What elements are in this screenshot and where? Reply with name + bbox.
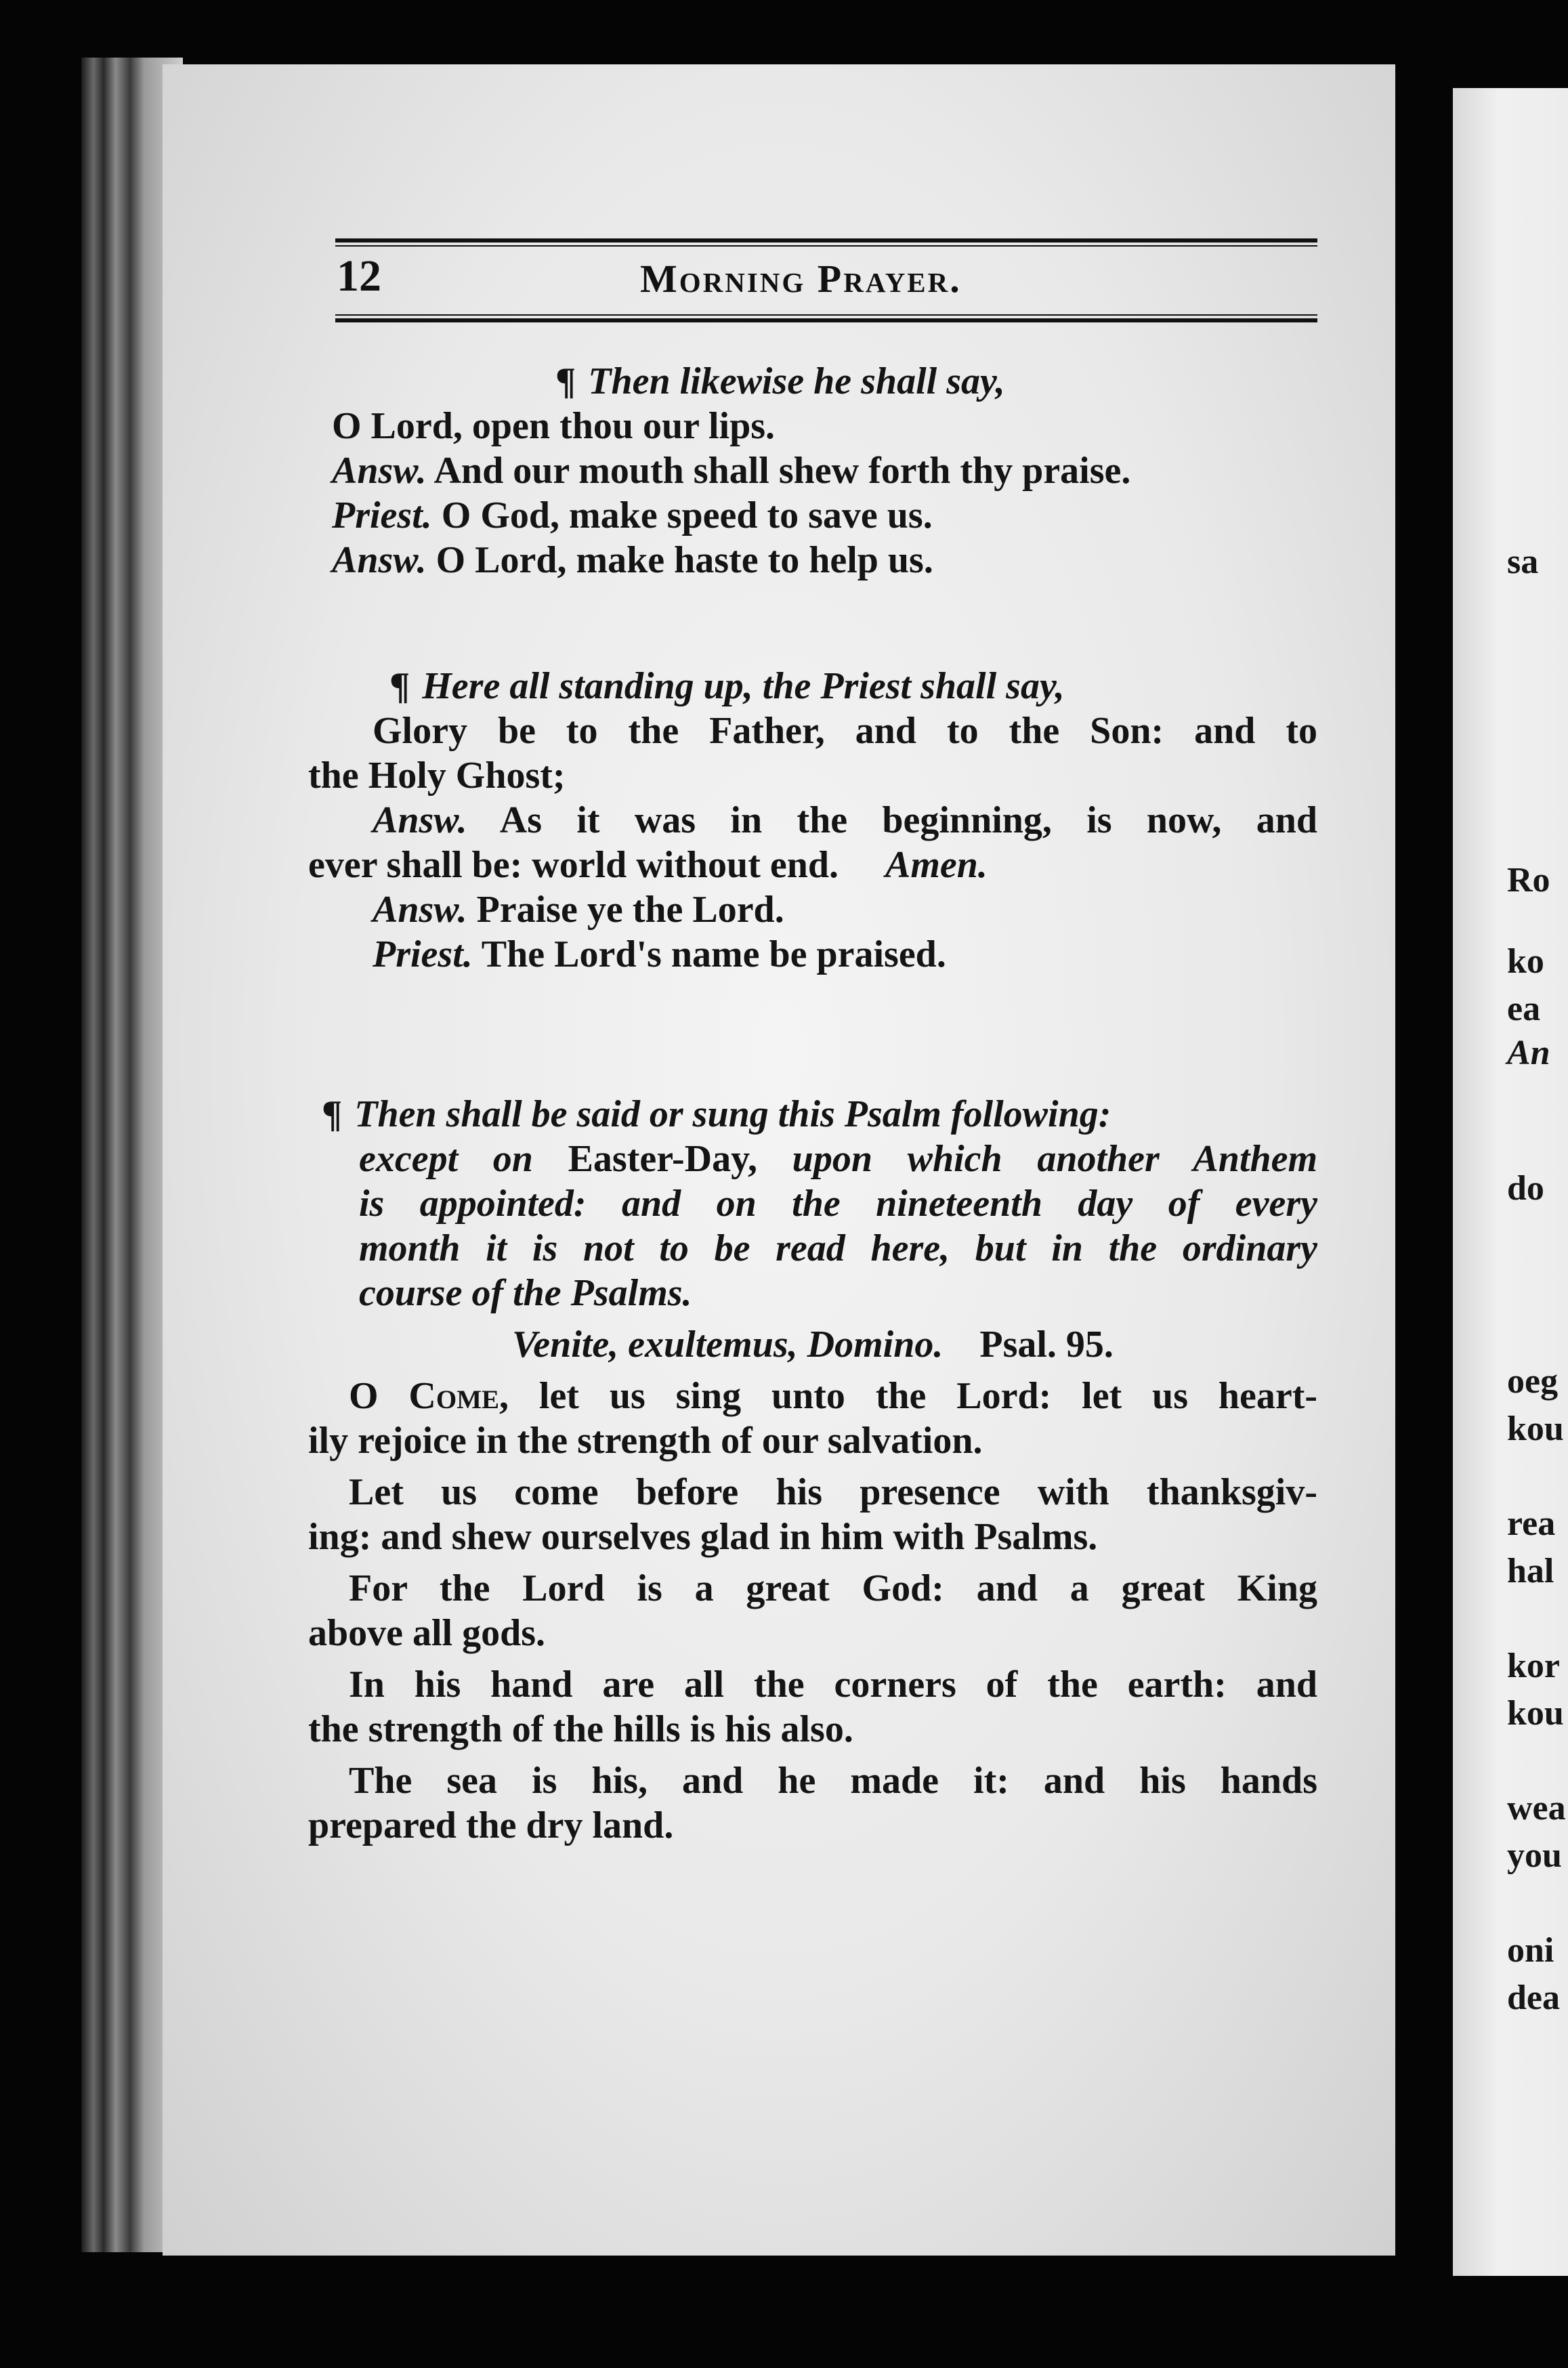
- facing-page-fragment: wea: [1507, 1789, 1566, 1827]
- psalm-verse: In his hand are all the corners of the earth: and: [349, 1664, 1317, 1706]
- versicle-line: Answ. O Lord, make haste to help us.: [332, 539, 933, 581]
- facing-page-fragment: oeg: [1507, 1362, 1559, 1401]
- facing-page-fragment: do: [1507, 1169, 1544, 1208]
- amen: Amen.: [885, 844, 988, 886]
- header-rule-top: [335, 238, 1317, 242]
- facing-page-fragment: rea: [1507, 1504, 1556, 1543]
- header-rule-bottom: [335, 318, 1317, 322]
- rubric-psalm: ¶ Then shall be said or sung this Psalm following:: [322, 1093, 1111, 1135]
- rubric-psalm-line: month it is not to be read here, but in the ordinary: [359, 1227, 1317, 1269]
- versicle-line: Priest. The Lord's name be praised.: [373, 933, 946, 975]
- facing-page-fragment: kou: [1507, 1410, 1564, 1448]
- psalm-verse: ing: and shew ourselves glad in him with Psalms.: [308, 1516, 1098, 1558]
- facing-page-fragment: ea: [1507, 990, 1541, 1028]
- rubric-psalm-line: is appointed: and on the nineteenth day of every: [359, 1183, 1317, 1225]
- psalm-verse: For the Lord is a great God: and a great King: [349, 1567, 1317, 1609]
- psalm-verse: above all gods.: [308, 1612, 546, 1654]
- versicle-line: Priest. O God, make speed to save us.: [332, 494, 933, 536]
- speaker-label: Priest.: [373, 933, 473, 975]
- speaker-label: Answ.: [332, 450, 427, 492]
- psalm-verse: the strength of the hills is his also.: [308, 1708, 853, 1750]
- psalm-title: Venite, exultemus, Domino. Psal. 95.: [512, 1324, 1114, 1366]
- facing-page: [1453, 88, 1568, 2276]
- facing-page-fragment: dea: [1507, 1979, 1560, 2017]
- facing-page-fragment: hal: [1507, 1552, 1554, 1590]
- psalm-verse: prepared the dry land.: [308, 1804, 674, 1846]
- pilcrow-icon: ¶: [322, 1093, 343, 1135]
- gloria-line: Glory be to the Father, and to the Son: and to: [373, 710, 1317, 752]
- rubric-gloria: ¶ Here all standing up, the Priest shall say,: [389, 665, 1065, 707]
- facing-page-fragment: An: [1507, 1034, 1550, 1072]
- rubric-versicles: ¶ Then likewise he shall say,: [555, 360, 1005, 402]
- psalm-verse: O Come, let us sing unto the Lord: let us heart-: [349, 1375, 1317, 1417]
- psalm-verse: Let us come before his presence with thanksgiv-: [349, 1471, 1317, 1513]
- psalm-verse: ily rejoice in the strength of our salvation.: [308, 1420, 983, 1462]
- facing-page-fragment: sa: [1507, 543, 1539, 581]
- psalm-verse: The sea is his, and he made it: and his hands: [349, 1760, 1317, 1802]
- facing-page-fragment: kou: [1507, 1694, 1564, 1733]
- pilcrow-icon: ¶: [555, 360, 576, 402]
- facing-page-fragment: you: [1507, 1836, 1562, 1875]
- versicle-line: Answ. And our mouth shall shew forth thy praise.: [332, 450, 1131, 492]
- gloria-response: ever shall be: world without end. Amen.: [308, 844, 988, 886]
- running-head: Morning Prayer.: [640, 257, 962, 301]
- speaker-label: Priest.: [332, 494, 432, 536]
- page-number: 12: [337, 251, 381, 301]
- header-rule-top-thin: [335, 245, 1317, 247]
- speaker-label: Answ.: [332, 539, 427, 581]
- versicle-line: Answ. Praise ye the Lord.: [373, 889, 784, 931]
- facing-page-fragment: oni: [1507, 1931, 1554, 1970]
- facing-page-fragment: Ro: [1507, 861, 1550, 900]
- gloria-line: the Holy Ghost;: [308, 755, 566, 797]
- header-rule-bottom-thin: [335, 314, 1317, 316]
- speaker-label: Answ.: [373, 799, 467, 841]
- rubric-psalm-line: course of the Psalms.: [359, 1272, 692, 1314]
- rubric-psalm-line: except on Easter-Day, upon which another Anthem: [359, 1138, 1317, 1180]
- gloria-response: Answ. As it was in the beginning, is now, and: [373, 799, 1317, 841]
- facing-page-fragment: ko: [1507, 942, 1544, 981]
- speaker-label: Answ.: [373, 889, 467, 931]
- pilcrow-icon: ¶: [389, 665, 410, 707]
- facing-page-fragment: kor: [1507, 1647, 1560, 1685]
- text-block: [308, 359, 1317, 1848]
- versicle-line: O Lord, open thou our lips.: [332, 405, 776, 447]
